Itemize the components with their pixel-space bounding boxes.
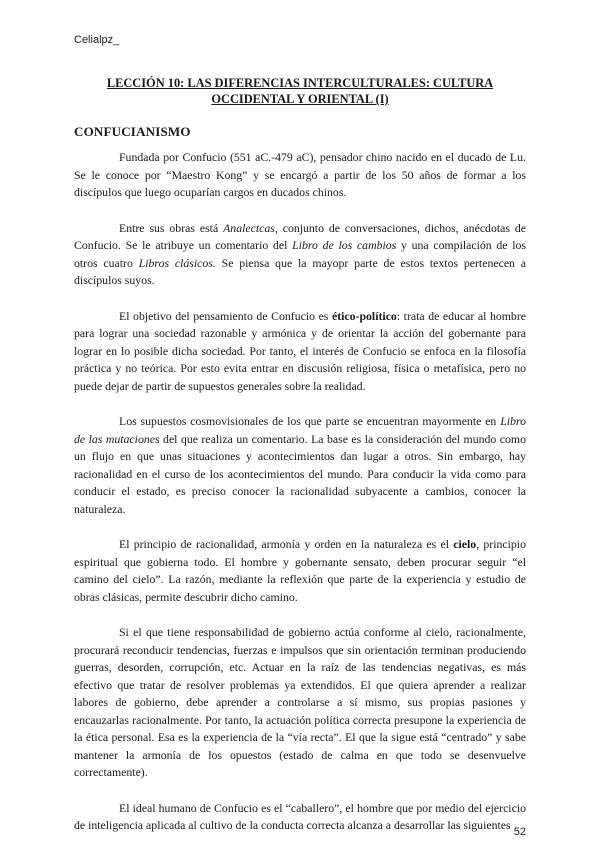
paragraph-7: El ideal humano de Confucio es el “caballero”, el hombre que por medio del ejercicio de inteligencia aplicada al cultivo de la conducta correcta alcanza a desarrollar las siguientes xyxy=(74,800,526,832)
paragraph-4-text: Los supuestos cosmovisionales de los que parte se encuentran mayormente en xyxy=(119,414,501,428)
paragraph-4 xyxy=(74,413,526,518)
paragraph-5-text: , principio espiritual que gobierna todo. El hombre y gobernante sensato, deben procurar seguir “el camino del cielo”. La razón, mediante la reflexión que parte de la experiencia y estudio de obras clásicas, permite descubrir dicho camino. xyxy=(74,537,526,604)
work-title-libro-cambios: Libro de los cambios xyxy=(292,238,397,252)
work-title-libro-mutaciones: Libro de las mutaciones xyxy=(74,414,526,446)
lesson-title xyxy=(74,75,526,107)
body-text xyxy=(74,149,526,853)
paragraph-2-text: , conjunto de conversaciones, dichos, anécdotas de Confucio. Se le atribuye un comentario del xyxy=(74,220,526,252)
paragraph-3-text: El objetivo del pensamiento de Confucio es xyxy=(119,308,332,323)
paragraph-3-text: : trata de educar al hombre para lograr una sociedad razonable y armónica y de orientar la acción del gobernante para lograr en lo posible dicha sociedad. Por tanto, el interés de Confucio se enfoca en la filosofía práctica y no teórica. Por esto evita entrar en discusión religiosa, física o metafísica, pero no puede dejar de partir de supuestos generales sobre la realidad. xyxy=(74,308,526,393)
paragraph-2-text: Entre sus obras está xyxy=(119,220,224,235)
section-heading: CONFUCIANISMO xyxy=(74,124,191,139)
lesson-title-line-1: LECCIÓN 10: LAS DIFERENCIAS INTERCULTURALES: CULTURA xyxy=(106,76,494,90)
paragraph-2 xyxy=(74,220,526,290)
paragraph-2-text: Se piensa que la mayopr parte de estos textos pertenecen a discípulos suyos. xyxy=(74,255,526,287)
paragraph-3 xyxy=(74,308,526,396)
paragraph-6: Si el que tiene responsabilidad de gobierno actúa conforme al cielo, racionalmente, procurará reconducir tendencias, fuerzas e impulsos que sin orientación terminan produciendo guerras, desorden, corrupción, etc. Actuar en la raíz de las tendencias negativas, es más efectivo que tratar de resolver problemas ya extendidos. El que quiera aprender a realizar labores de gobierno, debe aprender a controlarse a sí mismo, sus propias pasiones y encauzarlas racionalmente. Por tanto, la actuación política correcta presupone la experiencia de la ética personal. Esa es la experiencia de la “vía recta”. El que la sigue está “centrado” y sabe mantener la armonía de los opuestos (estado de calma en que todo se desenvuelve correctamente). xyxy=(74,625,526,779)
work-title-libros-clasicos: Libros clásicos. xyxy=(138,255,216,270)
author-header: Celialpz_ xyxy=(74,34,120,46)
paragraph-5 xyxy=(74,536,526,606)
page-number: 52 xyxy=(513,826,526,838)
term-etico-politico: ético-político xyxy=(331,308,397,323)
lesson-title-line-2: OCCIDENTAL Y ORIENTAL (I) xyxy=(211,92,389,106)
work-title-analectas: Analectcas xyxy=(223,220,275,235)
paragraph-4-text: del que realiza un comentario. La base es la consideración del mundo como un flujo en que unas situaciones y acontecimientos dan lugar a otros. Sin embargo, hay racionalidad en el curso de los acontecimientos del mundo. Para conducir la vida como para conducir el estado, es preciso conocer la racionalidad subyacente a cambios, conocer la naturaleza. xyxy=(74,431,527,516)
paragraph-2-text: y una compilación de los otros cuatro xyxy=(74,238,527,270)
paragraph-5-text: El principio de racionalidad, armonía y orden en la naturaleza es el xyxy=(119,537,454,551)
paragraph-1: Fundada por Confucio (551 aC.-479 aC), pensador chino nacido en el ducado de Lu. Se le conoce por “Maestro Kong” y se encargó a partir de los 50 años de formar a los discípulos que luego ocuparían cargos en ducados chinos. xyxy=(74,150,526,199)
term-cielo: cielo xyxy=(453,537,477,551)
